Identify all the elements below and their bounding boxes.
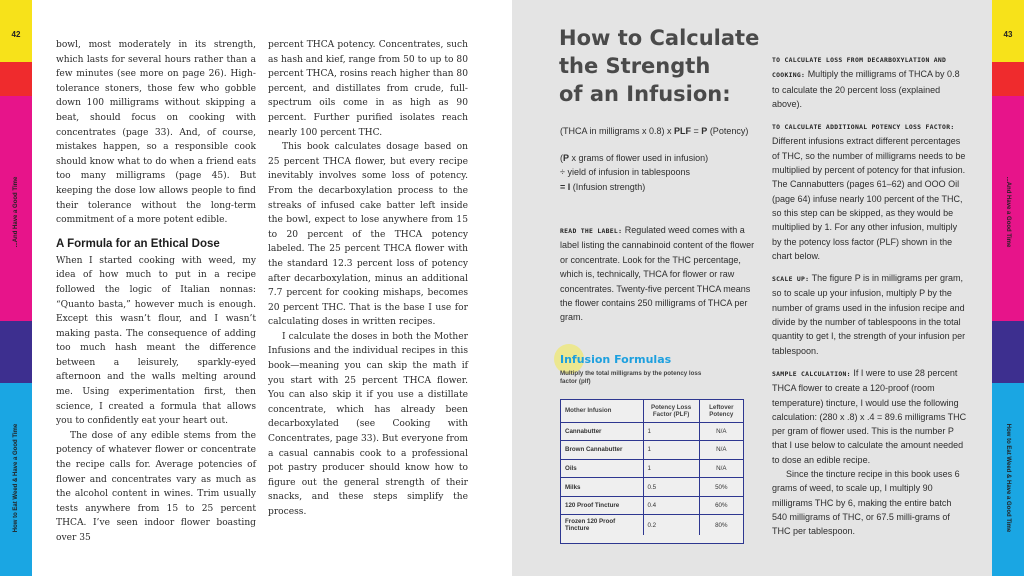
kicker: TO CALCULATE ADDITIONAL POTENCY LOSS FACTOR: (772, 123, 955, 132)
table-cell: Brown Cannabutter (561, 441, 643, 460)
table-header-row (561, 400, 743, 422)
kicker: SCALE UP: (772, 275, 810, 284)
kicker: READ THE LABEL: (560, 227, 623, 235)
table-cell: N/A (699, 459, 743, 478)
table-cell: 0.5 (643, 478, 699, 497)
right-column (772, 52, 968, 539)
table-cell: 0.2 (643, 515, 699, 535)
table-cell: 1 (643, 459, 699, 478)
column-header: Leftover Potency (699, 400, 743, 422)
paragraph: TO CALCULATE ADDITIONAL POTENCY LOSS FACTOR: Different infusions extract different percentages of THC, so the number of milligrams needs to be multiplied by percent of potency for that infusion. The Cannabutters (pages 61–62) and OOO Oil (page 64) infuse nearly 100 percent of the THC, so this step can be skipped, as they would be multiplied by 1. For any other infusion, multiply by the potency loss factor (PLF) shown in the chart below. (772, 123, 966, 261)
kicker: SAMPLE CALCULATION: (772, 369, 851, 378)
read-the-label-paragraph: READ THE LABEL: Regulated weed comes with a label listing the cannabinoid content of the flower or concentrate. Look for the THC percentage, which is, technically, THCA for flower or raw concentrates. Twenty-five percent THCA means the flower contains 250 milligrams of THCA per gram. (560, 225, 755, 323)
right-color-strip: 43 ...And Have a Good Time How to Eat Weed & Have a Good Time (992, 0, 1024, 576)
table-cell: Cannabutter (561, 422, 643, 441)
table-cell: 50% (699, 478, 743, 497)
paragraph: percent THCA potency. Concentrates, such as hash and kief, range from 50 to up to 80 percent THCA, rosins reach higher than 80 percent, and distillates from crude, full-spectrum oils come in as high as 90 percent. Further purified isolates reach nearly 100 percent THC. (268, 40, 468, 138)
infusion-formulas-subtitle: Multiply the total milligrams by the potency loss factor (plf) (560, 370, 702, 385)
table-cell: 1 (643, 422, 699, 441)
left-color-strip: 42 ...And Have a Good Time How to Eat Weed & Have a Good Time (0, 0, 32, 576)
paragraph: Since the tincture recipe in this book uses 6 grams of weed, to scale up, I multiply 90 milligrams THC by 6, making the entire batch 540 milligrams of THC, or 67.5 milli-grams of THC per tablespoon. (772, 469, 960, 537)
table-row (561, 422, 743, 441)
potency-formula: (THCA in milligrams x 0.8) x PLF = P (Potency) (560, 126, 749, 136)
table-cell: 60% (699, 496, 743, 515)
left-column-2 (268, 38, 468, 520)
table-row (561, 515, 743, 535)
formula-line: (P x grams of flower used in infusion) (560, 153, 709, 163)
purple-band (0, 321, 32, 383)
left-column-1 (56, 38, 256, 546)
title-line-3: of an Infusion: (559, 82, 731, 106)
table-row (561, 496, 743, 515)
paragraph: I calculate the doses in both the Mother Infusions and the individual recipes in this book—meaning you can skip the math if you start with 25 percent THCA flower. You can also skip it if you use a distillate concentrate, which has already been decarboxylated (see Cooking with Concentrates, page 33). But everyone from a casual cannabis cook to a professional pot pastry producer should know how to figure out the general strength of their snacks, and these steps simplify the process. (268, 331, 468, 517)
red-band (0, 62, 32, 96)
formula-line: = I (Infusion strength) (560, 181, 646, 192)
page-title (559, 24, 769, 108)
table-cell: Frozen 120 Proof Tincture (565, 518, 616, 533)
section-heading: A Formula for an Ethical Dose (56, 237, 220, 250)
table-cell: N/A (699, 441, 743, 460)
table-cell: 80% (715, 521, 728, 529)
kicker: TO CALCULATE LOSS FROM DECARBOXYLATION AND COOKING: (772, 56, 947, 80)
column-header: Mother Infusion (561, 400, 643, 422)
page-number-left: 42 (11, 30, 21, 39)
infusion-strength-formula (560, 151, 760, 194)
paragraph: When I started cooking with weed, my idea of how much to put in a recipe followed the logic of Italian nonnas: “Quanto basta,” however much is enough. Except this wasn’t flour, and I wasn’t making pasta. The consequence of adding too much hash meant the difference between a leisurely, sparkly-eyed afternoon and the walls melting around me. Using experimentation first, then science, I created a formula that allows you to confidently eat your heart out. (56, 255, 256, 427)
infusion-formulas-title: Infusion Formulas (560, 353, 672, 366)
table-cell: Milks (561, 478, 643, 497)
column-header: Potency Loss Factor (PLF) (643, 400, 699, 422)
formula-line: ÷ yield of infusion in tablespoons (560, 167, 691, 178)
right-page (512, 0, 992, 576)
table-cell: 120 Proof Tincture (561, 496, 643, 515)
paragraph: bowl, most moderately in its strength, which lasts for several hours rather than a few minutes (see more on page 26). High-tolerance stoners, those few who gobble down 100 milligrams without skipping a beat, should focus on cooking with concentrates (page 33). And, of course, mistakes happen, so a responsible cook should know what to do when a friend eats too many milligrams (page 45). But keeping the dose low allows people to find their tolerance without the long-term commitment of a more potent edible. (56, 40, 256, 226)
paragraph: SCALE UP: The figure P is in milligrams per gram, so to scale up your infusion, multiply P by the number of grams used in the infusion recipe and divide by the number of tablespoons in the total quantity to get I, the strength of your infusion per tablespoon. (772, 273, 966, 356)
left-page (32, 0, 512, 576)
infusion-table (560, 399, 744, 544)
table-cell: Oils (561, 459, 643, 478)
paragraph: The dose of any edible stems from the potency of whatever flower or concentrate the recipe calls for. Average potencies of flower and concentrates vary as much as the alcohol content in wines. Trim usually tests anywhere from 15 to 25 percent THCA. I’ve seen indoor flower boasting over 35 (56, 430, 256, 543)
purple-band (992, 321, 1024, 383)
paragraph: SAMPLE CALCULATION: If I were to use 28 percent THCA flower to create a 120-proof (room temperature) tincture, I would use the following calculation: (280 x .8) x .4 = 89.6 milligrams THC per gram of flower used. This is the number P that I use below to calculate the amount needed to dose an edible recipe. (772, 367, 967, 465)
table-cell: 1 (643, 441, 699, 460)
page-number-right: 43 (1003, 30, 1013, 39)
title-line-1: How to Calculate (559, 26, 760, 50)
paragraph: This book calculates dosage based on 25 percent THCA flower, but every recipe inevitably involves some loss of potency. From the decarboxylation process to the streaks of infused cake batter left inside the bowl, expect to lose anywhere from 15 to 20 percent of the THCA potency labeled. The 25 percent THCA flower with the standard 12.3 percent loss of potency after decarboxylation, minus an additional 7.7 percent for cooking mishaps, becomes 20 percent THC. That is the base I use for calculating doses in written recipes. (268, 142, 468, 328)
table-cell: N/A (699, 422, 743, 441)
red-band (992, 62, 1024, 96)
title-line-2: the Strength (559, 54, 711, 78)
table-cell: 0.4 (643, 496, 699, 515)
table-row (561, 459, 743, 478)
table-row (561, 478, 743, 497)
table-row (561, 441, 743, 460)
paragraph: TO CALCULATE LOSS FROM DECARBOXYLATION AND COOKING: Multiply the milligrams of THCA by 0.8 to calculate the 20 percent loss (explained above). (772, 56, 960, 109)
